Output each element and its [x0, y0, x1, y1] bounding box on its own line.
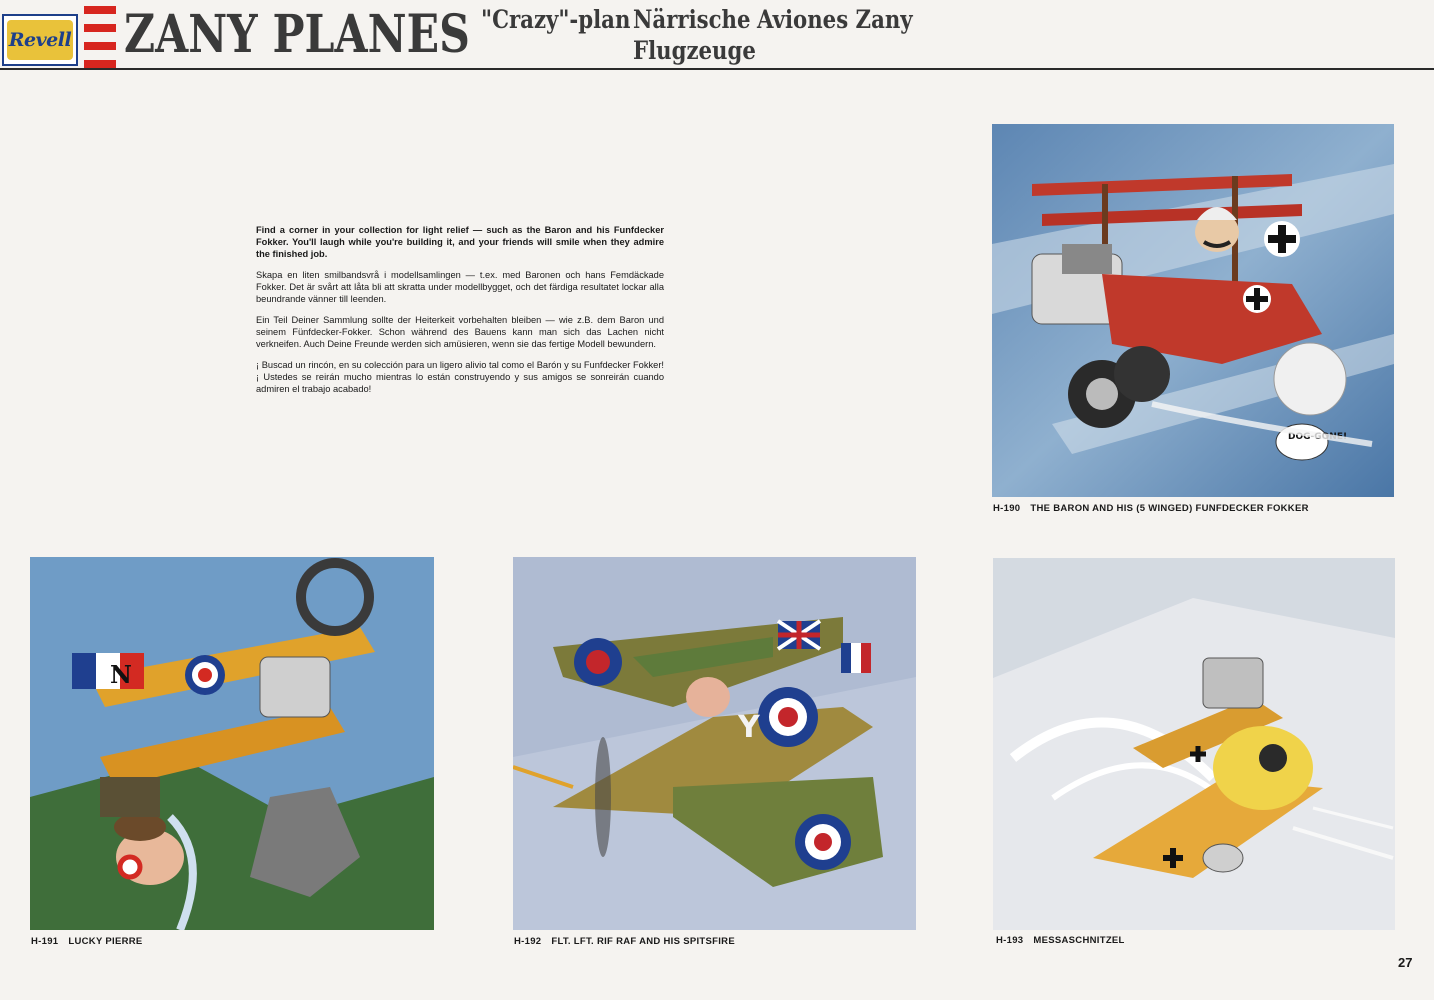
- catalog-header: [0, 0, 1434, 70]
- subtitle-swedish: "Crazy"-plan: [481, 5, 631, 34]
- product-code: H-191: [31, 936, 59, 947]
- intro-text-block: [256, 224, 664, 404]
- product-code: H-193: [996, 935, 1024, 946]
- illustration-baron-fokker: [992, 124, 1394, 497]
- product-name: MESSASCHNITZEL: [1033, 935, 1125, 946]
- revell-logo-text: Revell: [8, 29, 72, 51]
- product-name: THE BARON AND HIS (5 WINGED) FUNFDECKER FOKKER: [1030, 503, 1309, 514]
- product-name: FLT. LFT. RIF RAF AND HIS SPITSFIRE: [551, 936, 735, 947]
- page-title: ZANY PLANES: [124, 4, 470, 65]
- intro-spanish: ¡ Buscad un rincón, en su colección para un ligero alivio tal como el Barón y su Funfdecker Fokker! ¡ Ustedes se reirán mucho mientras lo están construyendo y sus amigos se sonreirán cuando admiren el trabajo acabado!: [256, 360, 664, 394]
- revell-logo: [2, 14, 78, 66]
- caption-h193: [996, 935, 1125, 946]
- intro-swedish: Skapa en liten smilbandsvrå i modellsamlingen — t.ex. med Baronen och hans Femdäckade Fokker. Det är svårt att låta bli att skratta under modellbygget, och det färdiga resultatet lockar alla beundrande vänner till leenden.: [256, 270, 664, 304]
- illustration-messaschnitzel: [993, 558, 1395, 930]
- header-divider: [0, 68, 1434, 70]
- art-text-dog-gone: DOG-GONE!: [1288, 432, 1348, 442]
- illustration-rif-raf-spitsfire: [513, 557, 916, 930]
- intro-german: Ein Teil Deiner Sammlung sollte der Heiterkeit vorbehalten bleiben — wie z.B. dem Baron und seinem Fünfdecker-Fokker. Schon während des Bauens kann man sich das Lachen nicht verkneifen. Auch Deine Freunde werden sich amüsieren, wenn sie das fertige Modell bewundern.: [256, 315, 664, 349]
- intro-english: Find a corner in your collection for light relief — such as the Baron and his Funfdecker Fokker. You'll laugh while you're building it, and your friends will smile when they admire the finished job.: [256, 225, 664, 259]
- illustration-lucky-pierre: [30, 557, 434, 930]
- caption-h191: [31, 936, 143, 947]
- product-code: H-192: [514, 936, 542, 947]
- subtitle-spanish: Aviones Zany: [757, 5, 913, 34]
- caption-h190: [993, 503, 1309, 514]
- subtitle-german-line1: Närrische: [633, 5, 751, 34]
- subtitle-german-line2: Flugzeuge: [633, 36, 756, 65]
- red-stripes-decoration: [84, 6, 116, 68]
- revell-logo-badge: [7, 20, 73, 60]
- art-text-y: Y: [738, 710, 760, 745]
- page-number: 27: [1398, 955, 1413, 970]
- caption-h192: [514, 936, 735, 947]
- product-name: LUCKY PIERRE: [68, 936, 143, 947]
- product-code: H-190: [993, 503, 1021, 514]
- art-text-n: N: [110, 660, 132, 689]
